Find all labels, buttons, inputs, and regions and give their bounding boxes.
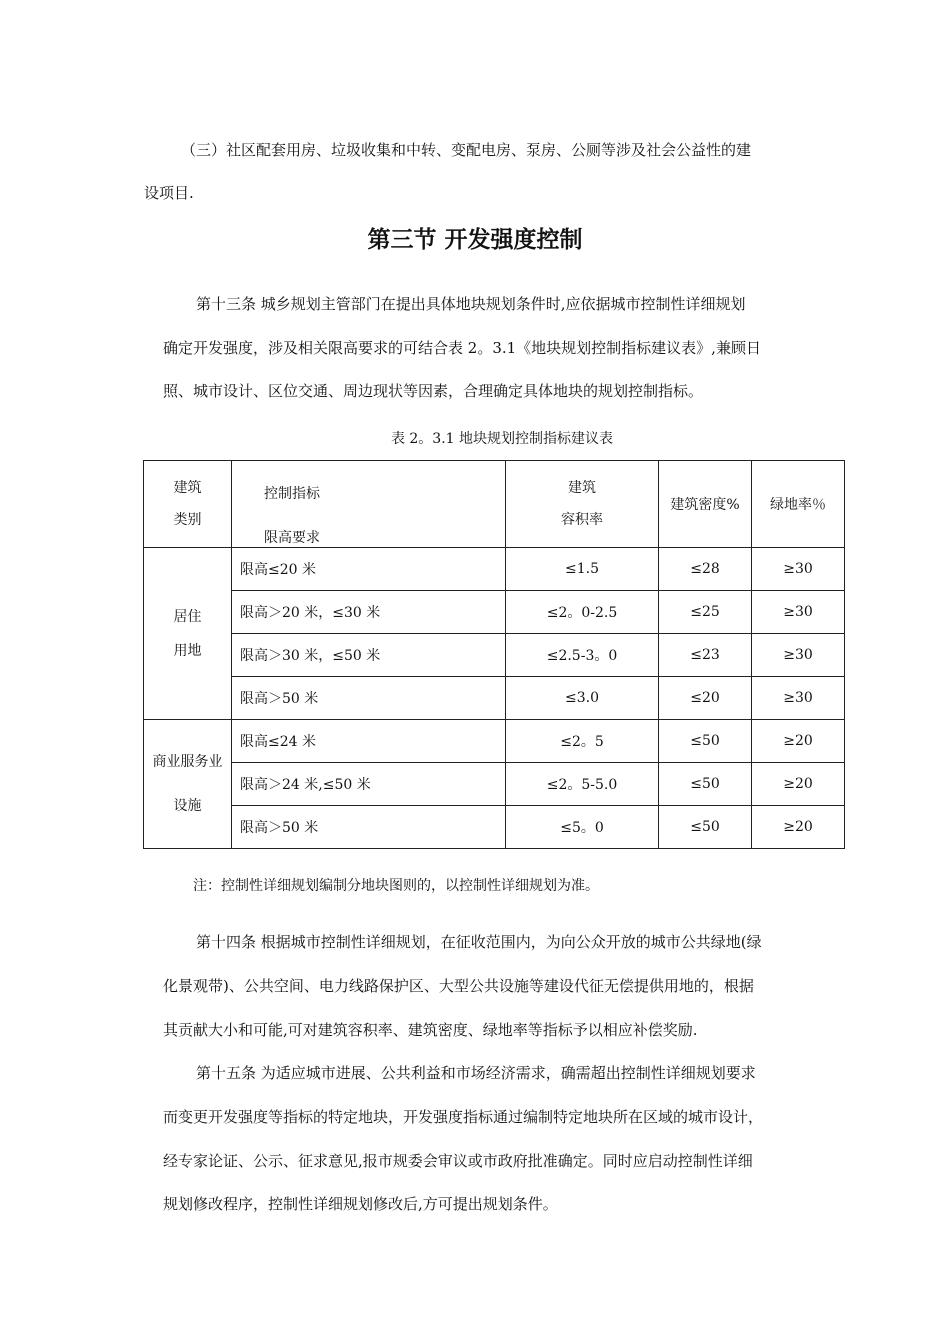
text-line: 第十三条 城乡规划主管部门在提出具体地块规划条件时,应依据城市控制性详细规划 (196, 295, 746, 313)
text-line: 照、城市设计、区位交通、周边现状等因素，合理确定具体地块的规划控制指标。 (163, 382, 704, 400)
table-row (144, 806, 845, 849)
text-line: 第十五条 为适应城市进展、公共利益和市场经济需求，确需超出控制性详细规划要求 (196, 1064, 756, 1082)
header-density: 建筑密度% (659, 461, 752, 548)
text-line: 第十四条 根据城市控制性详细规划，在征收范围内，为向公众开放的城市公共绿地(绿 (196, 933, 762, 951)
text-line: 确定开发强度，涉及相关限高要求的可结合表 2。3.1《地块规划控制指标建议表》,兼顾日 (163, 339, 761, 357)
text-line: 其贡献大小和可能,可对建筑容积率、建筑密度、绿地率等指标予以相应补偿奖励. (163, 1021, 698, 1039)
section-title: 第三节 开发强度控制 (367, 227, 583, 253)
density-cell: ≤50 (659, 806, 752, 849)
category-text: 设施 (173, 798, 202, 814)
table-note: 注：控制性详细规划编制分地块图则的，以控制性详细规划为准。 (193, 878, 599, 894)
category-residential (144, 548, 232, 720)
far-cell: ≤5。0 (506, 806, 659, 849)
far-cell: ≤1.5 (506, 548, 659, 591)
text-line: （三）社区配套用房、垃圾收集和中转、变配电房、泵房、公厕等涉及社会公益性的建 (181, 141, 752, 159)
height-limit-cell: 限高＞30 米，≤50 米 (232, 634, 506, 677)
green-cell: ≥20 (752, 720, 845, 763)
green-cell: ≥30 (752, 548, 845, 591)
header-text: 类别 (173, 512, 202, 528)
header-category (144, 461, 232, 548)
header-green: 绿地率％ (752, 461, 845, 548)
table-row (144, 677, 845, 720)
density-cell: ≤23 (659, 634, 752, 677)
header-text: 控制指标 (264, 486, 320, 502)
text-line: 设项目. (144, 184, 194, 202)
density-cell: ≤20 (659, 677, 752, 720)
control-index-table (143, 460, 845, 849)
text-line: 化景观带)、公共空间、电力线路保护区、大型公共设施等建设代征无偿提供用地的，根据 (163, 977, 754, 995)
table-row (144, 763, 845, 806)
green-cell: ≥30 (752, 591, 845, 634)
height-limit-cell: 限高＞50 米 (232, 677, 506, 720)
header-index (232, 461, 506, 548)
density-cell: ≤25 (659, 591, 752, 634)
table-row (144, 548, 845, 591)
text-line: 而变更开发强度等指标的特定地块，开发强度指标通过编制特定地块所在区域的城市设计， (163, 1108, 764, 1126)
green-cell: ≥30 (752, 677, 845, 720)
density-cell: ≤50 (659, 763, 752, 806)
far-cell: ≤2。0-2.5 (506, 591, 659, 634)
table-row (144, 720, 845, 763)
density-cell: ≤50 (659, 720, 752, 763)
density-cell: ≤28 (659, 548, 752, 591)
category-text: 居住 (173, 608, 202, 625)
height-limit-cell: 限高＞24 米,≤50 米 (232, 763, 506, 806)
text-line: 经专家论证、公示、征求意见,报市规委会审议或市政府批准确定。同时应启动控制性详细 (163, 1152, 753, 1170)
table-row (144, 591, 845, 634)
green-cell: ≥20 (752, 763, 845, 806)
header-far (506, 461, 659, 548)
far-cell: ≤2.5-3。0 (506, 634, 659, 677)
height-limit-cell: 限高＞20 米，≤30 米 (232, 591, 506, 634)
far-cell: ≤2。5-5.0 (506, 763, 659, 806)
green-cell: ≥20 (752, 806, 845, 849)
text-line: 规划修改程序，控制性详细规划修改后,方可提出规划条件。 (163, 1195, 558, 1213)
header-text: 建筑 (173, 480, 202, 496)
table-header-row (144, 461, 845, 548)
category-text: 商业服务业 (152, 754, 223, 770)
height-limit-cell: 限高≤24 米 (232, 720, 506, 763)
green-cell: ≥30 (752, 634, 845, 677)
header-text: 容积率 (561, 512, 603, 528)
far-cell: ≤2。5 (506, 720, 659, 763)
table-row (144, 634, 845, 677)
height-limit-cell: 限高≤20 米 (232, 548, 506, 591)
far-cell: ≤3.0 (506, 677, 659, 720)
category-commercial (144, 720, 232, 849)
category-text: 用地 (173, 642, 202, 659)
table-caption: 表 2。3.1 地块规划控制指标建议表 (390, 431, 614, 447)
header-text: 建筑 (568, 480, 596, 496)
header-text: 限高要求 (264, 530, 320, 546)
height-limit-cell: 限高＞50 米 (232, 806, 506, 849)
